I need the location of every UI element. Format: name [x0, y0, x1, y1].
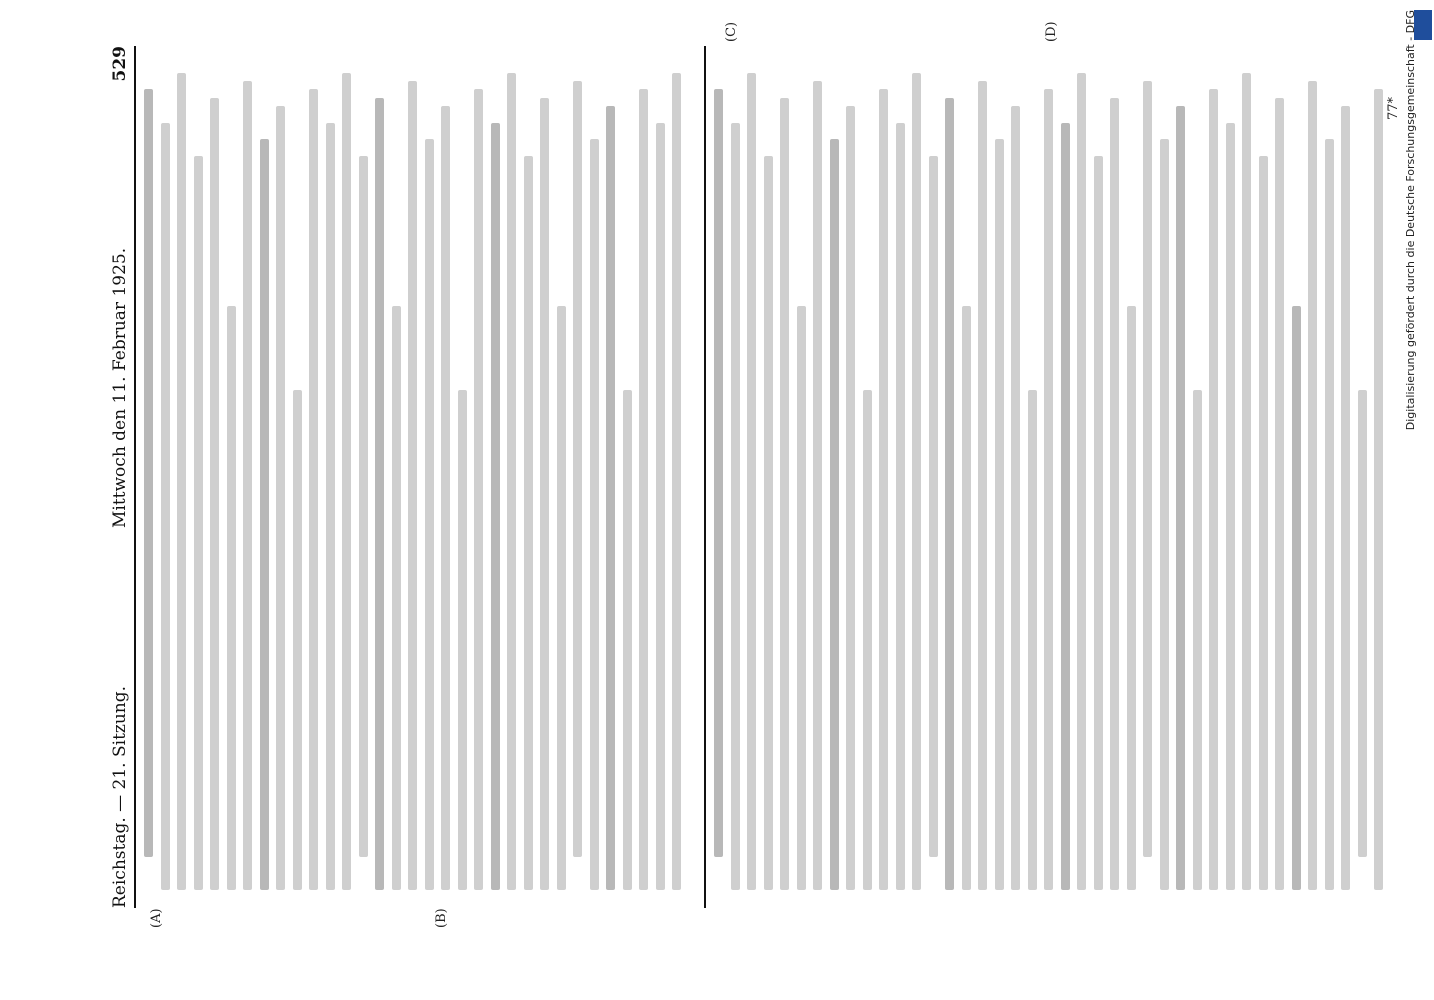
signature-mark: 77* [1386, 96, 1401, 120]
text-line-placeholder [210, 98, 219, 890]
header-rule [134, 46, 136, 908]
text-line-placeholder [1110, 98, 1119, 890]
text-line-placeholder [507, 73, 516, 890]
text-line-placeholder [780, 98, 789, 890]
text-line-placeholder [1193, 390, 1202, 890]
running-head-left: Reichstag. — 21. Sitzung. [110, 685, 130, 908]
text-line-placeholder [1160, 139, 1169, 890]
text-line-placeholder [194, 156, 203, 890]
text-line-placeholder [879, 89, 888, 890]
margin-mark-a: (A) [149, 908, 164, 928]
text-line-placeholder [863, 390, 872, 890]
column-right [714, 56, 1394, 890]
text-line-placeholder [830, 139, 839, 890]
text-line-placeholder [1308, 81, 1317, 890]
page-number: 529 [110, 46, 130, 82]
text-line-placeholder [672, 73, 681, 890]
text-line-placeholder [1127, 306, 1136, 890]
text-line-placeholder [896, 123, 905, 890]
text-line-placeholder [540, 98, 549, 890]
rotated-page-content [104, 0, 1420, 1000]
document-page [104, 0, 1420, 1000]
text-line-placeholder [326, 123, 335, 890]
text-line-placeholder [375, 98, 384, 890]
credit-text: Digitalisierung gefördert durch die Deutsche Forschungsgemeinschaft - DFG [1404, 10, 1417, 431]
running-head [110, 46, 136, 908]
text-line-placeholder [408, 81, 417, 890]
text-line-placeholder [1061, 123, 1070, 890]
text-line-placeholder [359, 156, 368, 857]
text-line-placeholder [962, 306, 971, 890]
text-line-placeholder [243, 81, 252, 890]
text-line-placeholder [491, 123, 500, 890]
text-line-placeholder [656, 123, 665, 890]
text-line-placeholder [177, 73, 186, 890]
text-line-placeholder [1028, 390, 1037, 890]
text-line-placeholder [392, 306, 401, 890]
text-line-placeholder [524, 156, 533, 890]
text-line-placeholder [623, 390, 632, 890]
text-line-placeholder [557, 306, 566, 890]
text-line-placeholder [995, 139, 1004, 890]
text-line-placeholder [978, 81, 987, 890]
text-line-placeholder [1209, 89, 1218, 890]
text-line-placeholder [747, 73, 756, 890]
text-line-placeholder [474, 89, 483, 890]
text-line-placeholder [606, 106, 615, 890]
text-line-placeholder [639, 89, 648, 890]
text-line-placeholder [1242, 73, 1251, 890]
text-line-placeholder [1143, 81, 1152, 857]
text-line-placeholder [1259, 156, 1268, 890]
text-line-placeholder [458, 390, 467, 890]
text-line-placeholder [764, 156, 773, 890]
column-left [144, 56, 699, 890]
text-line-placeholder [1044, 89, 1053, 890]
text-line-placeholder [1358, 390, 1367, 857]
text-line-placeholder [1094, 156, 1103, 890]
text-line-placeholder [293, 390, 302, 890]
text-line-placeholder [276, 106, 285, 890]
text-line-placeholder [227, 306, 236, 890]
text-line-placeholder [1275, 98, 1284, 890]
text-line-placeholder [161, 123, 170, 890]
text-line-placeholder [425, 139, 434, 890]
text-line-placeholder [929, 156, 938, 857]
text-line-placeholder [945, 98, 954, 890]
text-line-placeholder [1011, 106, 1020, 890]
text-line-placeholder [1292, 306, 1301, 890]
margin-mark-d: (D) [1044, 21, 1059, 42]
text-line-placeholder [441, 106, 450, 890]
digitization-credit [1404, 0, 1434, 1000]
text-line-placeholder [342, 73, 351, 890]
text-line-placeholder [309, 89, 318, 890]
text-line-placeholder [1226, 123, 1235, 890]
text-line-placeholder [573, 81, 582, 857]
text-line-placeholder [590, 139, 599, 890]
text-line-placeholder [714, 89, 723, 856]
text-line-placeholder [731, 123, 740, 890]
text-line-placeholder [260, 139, 269, 890]
text-line-placeholder [1374, 89, 1383, 890]
text-line-placeholder [144, 89, 153, 856]
text-line-placeholder [1325, 139, 1334, 890]
text-line-placeholder [1077, 73, 1086, 890]
text-line-placeholder [846, 106, 855, 890]
text-line-placeholder [1341, 106, 1350, 890]
margin-mark-b: (B) [434, 908, 449, 928]
text-line-placeholder [813, 81, 822, 890]
text-line-placeholder [912, 73, 921, 890]
text-line-placeholder [797, 306, 806, 890]
column-divider [704, 46, 706, 908]
text-line-placeholder [1176, 106, 1185, 890]
running-head-date: Mittwoch den 11. Februar 1925. [110, 247, 130, 528]
margin-mark-c: (C) [724, 21, 739, 42]
